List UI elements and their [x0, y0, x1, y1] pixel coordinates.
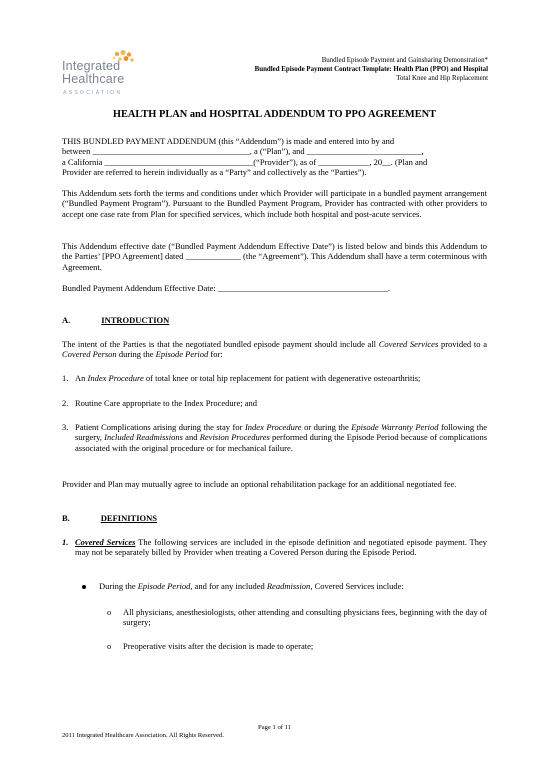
list-item-2-text: Routine Care appropriate to the Index Procedure; and [75, 398, 257, 408]
logo-text-association: ASSOCIATION [63, 90, 123, 96]
logo-text-healthcare: Healthcare [62, 72, 125, 86]
section-a-title: INTRODUCTION [101, 315, 170, 325]
effective-date-line: Bundled Payment Addendum Effective Date: ________________________________________. [62, 283, 391, 293]
section-a-heading [62, 315, 169, 325]
list-number-2: 2. [62, 398, 69, 408]
sub-bullet-icon: o [107, 641, 112, 651]
list-number-1: 1. [62, 373, 69, 383]
section-b-letter: B. [62, 513, 70, 523]
sub-item-1-text: All physicians, anesthesiologists, other attending and consulting physicians fees, beginning with the day of surgery; [123, 607, 487, 628]
item3-term-3: Included Readmissions [104, 432, 183, 443]
header-line-1: Bundled Episode Payment and Gainsharing Demonstration* [321, 57, 488, 64]
sub-item-2-text: Preoperative visits after the decision is made to operate; [123, 641, 314, 651]
list-number-3: 3. [62, 422, 69, 432]
item1-term: Index Procedure [87, 373, 144, 383]
intro-text-1: The intent of the Parties is that the negotiated bundled episode payment should include all [62, 339, 379, 349]
parties-line-2: between _____________________________________, a (“Plan”), and ___________________________, [62, 146, 424, 157]
purpose-paragraph: This Addendum sets forth the terms and conditions under which Provider will participate in a bundled payment arrangement (“Bundled Payment Program”). Pursuant to the Bundled Payment Program, Provider has contracted with other providers to accept one case rate from Plan for specified services, which include both hospital and post-acute services. [62, 188, 487, 219]
intro-term-covered-services: Covered Services [378, 339, 439, 349]
intro-paragraph [62, 339, 487, 360]
sub-item-physicians [107, 607, 487, 628]
document-title: HEALTH PLAN and HOSPITAL ADDENDUM TO PPO AGREEMENT [112, 109, 437, 120]
bullet-term-episode-period: Episode Period, [137, 581, 193, 591]
header-line-3: Total Knee and Hip Replacement [396, 75, 488, 82]
bullet-text-c: , Covered Services include: [310, 581, 404, 591]
intro-term-covered-person: Covered Person [62, 349, 117, 360]
definition-1 [62, 537, 487, 558]
intro-text-3: during the [116, 349, 156, 360]
sub-item-preoperative [107, 641, 487, 651]
item3-text-b: or during the [301, 422, 352, 432]
bullet-term-readmission: Readmission [266, 581, 311, 591]
item3-text-d: and [182, 432, 200, 443]
rehab-paragraph: Provider and Plan may mutually agree to include an optional rehabilitation package for an additional negotiated fee. [62, 479, 457, 489]
sub-bullet-icon: o [107, 607, 112, 617]
definition-1-body: The following services are included in the episode definition and negotiated episode payment. They may not be separately billed by Provider when treating a Covered Person during the Episode Period. [75, 537, 487, 558]
section-a-letter: A. [62, 315, 71, 325]
list-item-1 [62, 373, 487, 383]
bullet-episode-period [82, 581, 487, 591]
item1-text-a: An [75, 373, 88, 383]
list-item-2 [62, 398, 487, 408]
definition-term-covered-services: Covered Services [75, 537, 136, 547]
copyright-notice: 2011 Integrated Healthcare Association. All Rights Reserved. [62, 732, 224, 739]
effective-date-paragraph: This Addendum effective date (“Bundled Payment Addendum Effective Date”) is listed below and binds this Addendum to the Parties’ [PPO Agreement] dated _____________ (the “Agreement”). This Addendum shall have a term coterminous with Agreement. [62, 241, 487, 272]
page-number: Page 1 of 11 [258, 724, 291, 731]
item3-text-c: following the surgery, [75, 422, 487, 443]
intro-term-episode-period: Episode Period [155, 349, 209, 360]
item3-term-2: Episode Warranty Period [351, 422, 439, 432]
bullet-text-a: During the [99, 581, 138, 591]
parties-paragraph [62, 136, 487, 178]
list-item-1-text [75, 373, 487, 383]
bullet-text [99, 581, 487, 591]
item3-term-4: Revision Procedures [199, 432, 270, 443]
iha-logo [62, 50, 162, 102]
parties-line-4: Provider are referred to herein individually as a “Party” and collectively as the “Parties”). [62, 167, 367, 178]
list-item-3-text [75, 422, 487, 453]
item3-text-a: Patient Complications arising during the stay for [75, 422, 245, 432]
page-footer [62, 724, 487, 740]
parties-line-3: a California ___________________________________(“Provider”), as of ____________, 20__. (Plan and [62, 156, 428, 167]
item3-term-1: Index Procedure [244, 422, 302, 432]
logo-text-integrated: Integrated [62, 59, 121, 73]
item3-text-e: performed during the Episode Period because of complications associated with the original procedure or for mechanical failure. [75, 432, 487, 453]
item1-text-b: of total knee or total hip replacement for patient with degenerative osteoarthritis; [143, 373, 421, 383]
section-b-title: DEFINITIONS [100, 513, 158, 523]
running-header [255, 56, 488, 83]
section-b-heading [62, 513, 157, 523]
intro-text-4: for: [208, 349, 223, 360]
definition-1-text [75, 537, 487, 558]
intro-text-2: provided to a [438, 339, 487, 349]
definition-number-1: 1. [62, 537, 69, 547]
bullet-dot-icon [82, 585, 86, 589]
parties-line-1: THIS BUNDLED PAYMENT ADDENDUM (this “Addendum”) is made and entered into by and [62, 136, 395, 146]
header-line-2: Bundled Episode Payment Contract Template: Health Plan (PPO) and Hospital [254, 66, 488, 73]
list-item-3 [62, 422, 487, 453]
bullet-text-b: and for any included [192, 581, 267, 591]
